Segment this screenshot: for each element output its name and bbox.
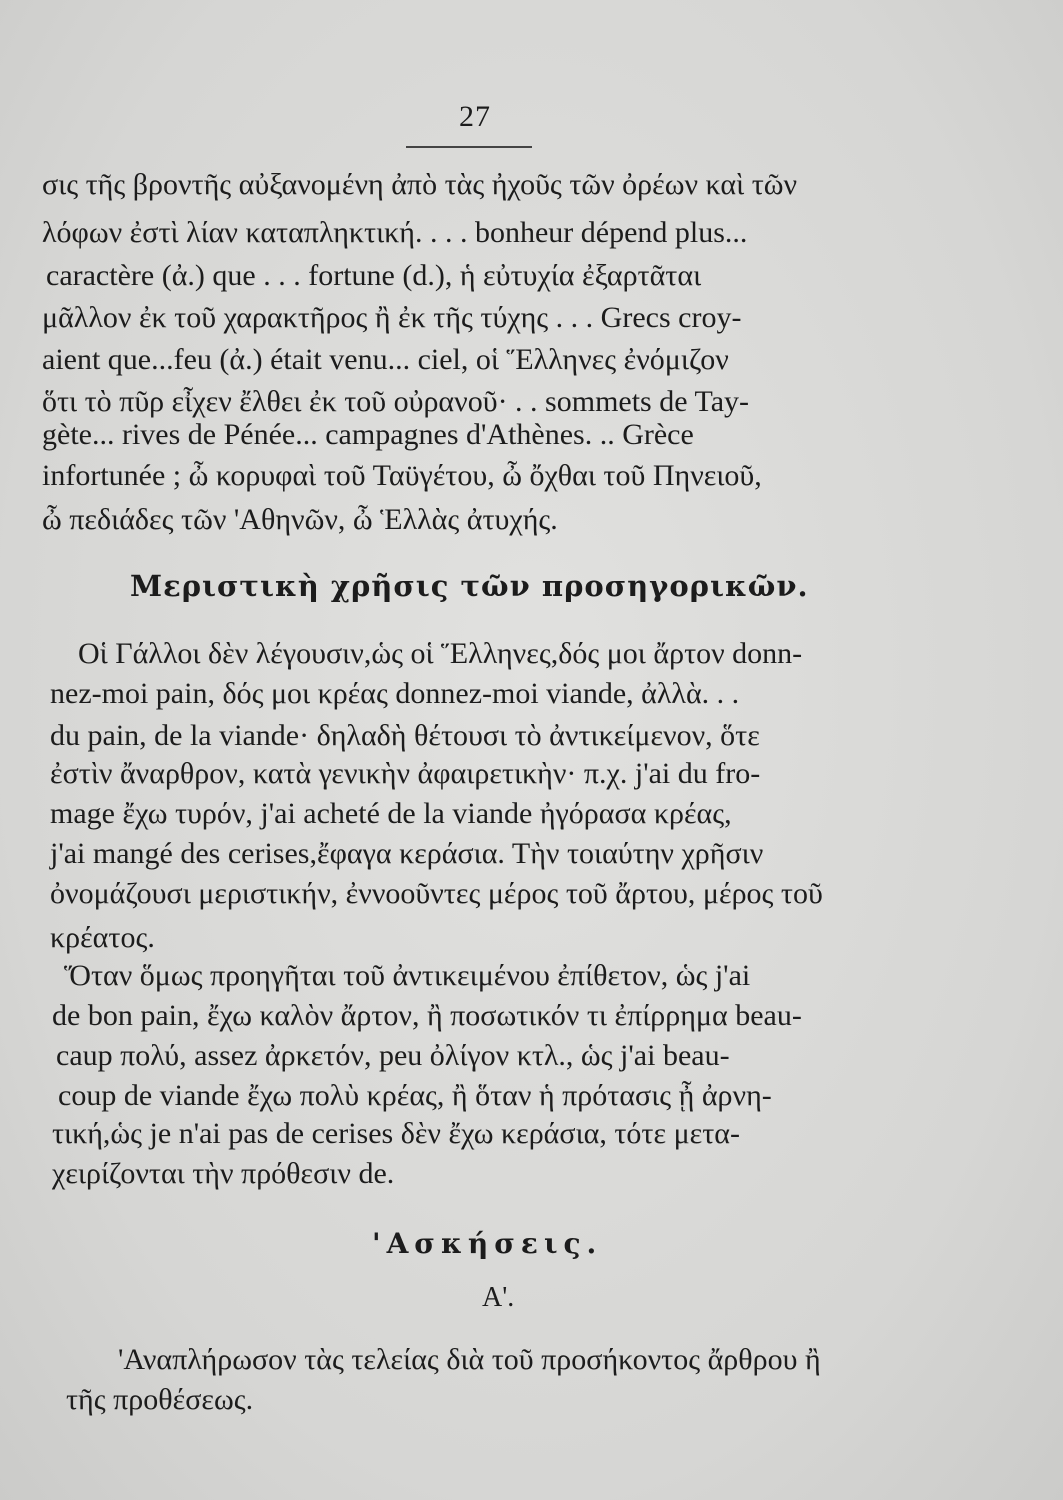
text-line: coup de viande ἔχω πολὺ κρέας, ἢ ὅταν ἡ πρότασις ᾖ ἀρνη- [58, 1079, 772, 1112]
text-line: 'Αναπλήρωσον τὰς τελείας διὰ τοῦ προσήκοντος ἄρθρου ἢ [118, 1343, 821, 1376]
page-number: 27 [459, 100, 491, 133]
text-line: Οἱ Γάλλοι δὲν λέγουσιν,ὡς οἱ Ἕλληνες,δός μοι ἄρτον donn- [78, 637, 803, 670]
text-line: infortunée ; ὦ κορυφαὶ τοῦ Ταϋγέτου, ὦ ὄχθαι τοῦ Πηνειοῦ, [42, 459, 762, 492]
exercises-heading: 'Ασκήσεις. [372, 1227, 603, 1260]
text-line: σις τῆς βροντῆς αὐξανομένη ἀπὸ τὰς ἠχοῦς τῶν ὀρέων καὶ τῶν [42, 168, 798, 201]
text-line: λόφων ἐστὶ λίαν καταπληκτική. . . . bonheur dépend plus... [42, 216, 748, 249]
text-line: aient que...feu (ἀ.) était venu... ciel, οἱ Ἕλληνες ἐνόμιζον [42, 343, 729, 376]
section-heading: Μεριστικὴ χρῆσις τῶν προσηγορικῶν. [130, 569, 809, 603]
text-line: mage ἔχω τυρόν, j'ai acheté de la viande ἠγόρασα κρέας, [50, 797, 732, 830]
text-line: ὀνομάζουσι μεριστικήν, ἐννοοῦντες μέρος τοῦ ἄρτου, μέρος τοῦ [50, 877, 823, 910]
text-line: du pain, de la viande· δηλαδὴ θέτουσι τὸ ἀντικείμενον, ὅτε [50, 719, 760, 752]
text-line: χειρίζονται τὴν πρόθεσιν de. [52, 1157, 395, 1190]
text-line: nez-moi pain, δός μοι κρέας donnez-moi viande, ἀλλὰ. . . [50, 677, 740, 710]
text-line: j'ai mangé des cerises,ἔφαγα κεράσια. Τὴν τοιαύτην χρῆσιν [50, 837, 764, 870]
text-line: caup πολύ, assez ἀρκετόν, peu ὀλίγον κτλ., ὡς j'ai beau- [56, 1039, 730, 1072]
text-line: τῆς προθέσεως. [66, 1383, 254, 1416]
text-line: ὦ πεδιάδες τῶν 'Αθηνῶν, ὦ Ἑλλὰς ἀτυχής. [42, 503, 558, 536]
text-line: ἐστὶν ἄναρθρον, κατὰ γενικὴν ἀφαιρετικὴν· π.χ. j'ai du fro- [50, 757, 761, 790]
text-line: τική,ὡς je n'ai pas de cerises δὲν ἔχω κεράσια, τότε μετα- [52, 1117, 741, 1150]
text-line: Ὅταν ὅμως προηγῆται τοῦ ἀντικειμένου ἐπίθετον, ὡς j'ai [64, 959, 751, 992]
text-line: ὅτι τὸ πῦρ εἶχεν ἔλθει ἐκ τοῦ οὐρανοῦ· . . sommets de Tay- [42, 385, 750, 418]
text-line: caractère (ἀ.) que . . . fortune (d.), ἡ εὐτυχία ἐξαρτᾶται [46, 259, 702, 292]
text-line: gète... rives de Pénée... campagnes d'Athènes. .. Grèce [42, 418, 694, 451]
exercise-number: Α'. [482, 1282, 515, 1313]
text-line: κρέατος. [50, 921, 155, 954]
page-number-rule [406, 146, 532, 148]
text-line: de bon pain, ἔχω καλὸν ἄρτον, ἢ ποσωτικόν τι ἐπίρρημα beau- [52, 999, 802, 1032]
text-line: μᾶλλον ἐκ τοῦ χαρακτῆρος ἢ ἐκ τῆς τύχης . . . Grecs croy- [42, 301, 742, 334]
